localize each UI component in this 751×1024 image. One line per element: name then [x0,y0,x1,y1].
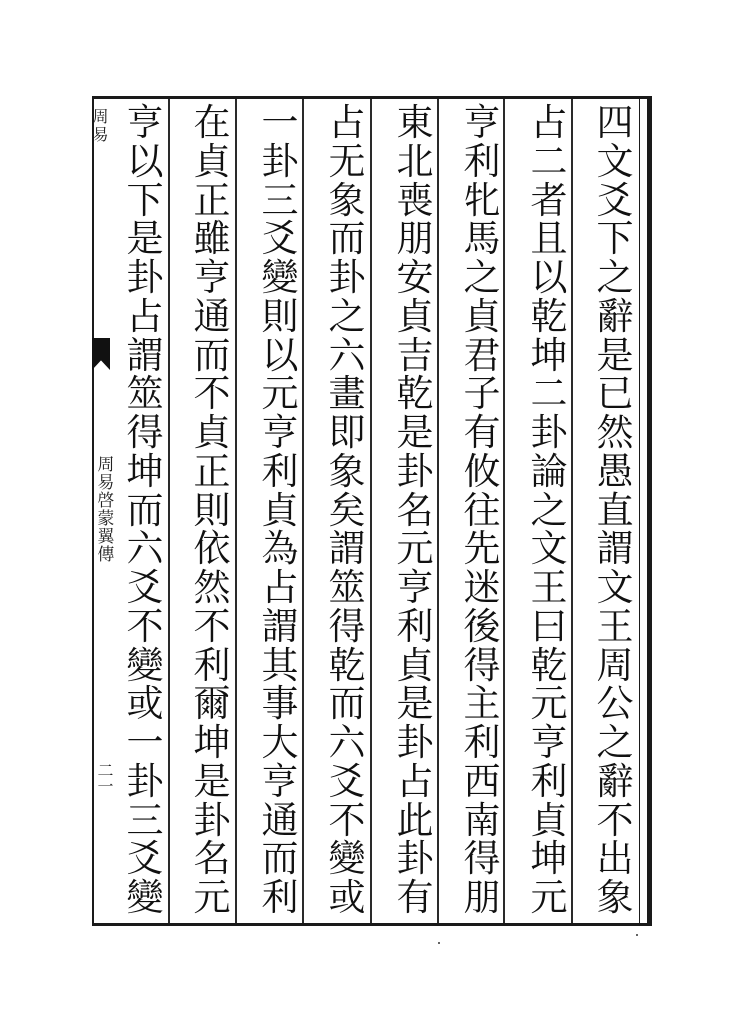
text-character: 利 [261,449,299,493]
column-rule [571,99,573,923]
text-character: 象 [328,449,366,493]
text-character: 然 [193,566,231,609]
text-character: 得 [328,604,366,648]
text-character: 是 [396,411,434,454]
text-character: 无 [328,139,366,183]
text-character: 君 [463,333,501,377]
text-character: 此 [396,798,434,842]
text-character: 馬 [463,217,501,261]
text-character: 貞 [463,294,501,338]
text-character: 得 [126,411,164,454]
text-character: 南 [463,798,501,842]
text-character: 之 [596,256,634,299]
text-character: 辭 [596,294,634,338]
text-character: 六 [328,333,366,377]
text-character: 有 [396,876,434,919]
text-character: 爻 [328,759,366,803]
text-character: 利 [530,759,568,803]
text-character: 象 [328,178,366,222]
text-character: 畫 [328,372,366,416]
text-character: 出 [596,837,634,881]
text-character: 變 [126,876,164,919]
text-character: 卦 [126,256,164,299]
text-character: 乾 [328,643,366,687]
text-character: 占 [261,566,299,609]
text-character: 其 [261,643,299,687]
text-column [593,101,637,919]
text-character: 先 [463,527,501,571]
text-character: 卦 [396,837,434,881]
text-character: 而 [261,837,299,881]
text-character: 大 [261,721,299,764]
text-character: 四 [596,101,634,144]
text-character: 不 [596,798,634,842]
text-character: 卦 [193,798,231,842]
text-character: 東 [396,101,434,144]
paper-speck [438,942,440,944]
text-character: 朋 [463,876,501,919]
text-character: 周 [596,643,634,687]
text-character: 爻 [596,178,634,222]
text-character: 亨 [261,411,299,454]
text-character: 爻 [126,837,164,881]
text-character: 通 [261,798,299,842]
text-character: 謂 [261,604,299,648]
text-character: 亨 [396,566,434,609]
text-character: 或 [126,682,164,726]
text-character: 貞 [261,488,299,532]
text-character: 亨 [530,721,568,764]
text-character: 名 [193,837,231,881]
text-character: 二 [530,372,568,416]
text-character: 得 [463,837,501,881]
text-character: 下 [126,178,164,222]
text-character: 變 [261,256,299,299]
text-character: 事 [261,682,299,726]
text-column [123,101,167,919]
text-character: 利 [463,139,501,183]
text-character: 利 [193,643,231,687]
text-character: 謂 [596,527,634,571]
text-character: 已 [596,372,634,416]
text-character: 而 [126,488,164,532]
text-character: 占 [530,101,568,144]
text-character: 爻 [126,566,164,609]
text-character: 文 [596,139,634,183]
text-character: 或 [328,876,366,919]
banxin-top-mark: 周易 [90,108,109,144]
text-column [325,101,369,919]
text-character: 利 [396,604,434,648]
text-character: 三 [261,178,299,222]
text-character: 不 [193,372,231,416]
text-character: 卦 [396,721,434,764]
text-character: 西 [463,759,501,803]
text-character: 是 [396,682,434,726]
text-character: 六 [328,721,366,764]
text-character: 亨 [193,256,231,299]
text-character: 坤 [126,449,164,493]
text-character: 且 [530,217,568,261]
text-character: 公 [596,682,634,726]
text-character: 利 [463,721,501,764]
text-character: 爻 [261,217,299,261]
text-character: 占 [328,101,366,144]
text-character: 元 [261,372,299,416]
column-rule [503,99,505,923]
text-character: 愚 [596,449,634,493]
text-character: 而 [328,682,366,726]
text-character: 乾 [396,372,434,416]
text-character: 下 [596,217,634,261]
text-column [190,101,234,919]
paper-speck [636,934,638,936]
text-character: 者 [530,178,568,222]
text-character: 貞 [396,643,434,687]
text-character: 王 [596,604,634,648]
text-character: 謂 [328,527,366,571]
text-character: 曰 [530,604,568,648]
column-rule [437,99,439,923]
text-character: 主 [463,682,501,726]
text-character: 六 [126,527,164,571]
text-character: 然 [596,411,634,454]
text-character: 矣 [328,488,366,532]
text-character: 乾 [530,643,568,687]
text-character: 是 [596,333,634,377]
text-character: 占 [126,294,164,338]
text-character: 坤 [193,721,231,764]
text-character: 牝 [463,178,501,222]
text-character: 為 [261,527,299,571]
text-character: 則 [193,488,231,532]
column-rule [370,99,372,923]
text-column [258,101,302,919]
text-character: 以 [530,256,568,299]
text-character: 乾 [530,294,568,338]
text-character: 依 [193,527,231,571]
column-rule [302,99,304,923]
text-character: 而 [328,217,366,261]
text-character: 貞 [193,411,231,454]
text-character: 通 [193,294,231,338]
text-character: 卦 [396,449,434,493]
text-character: 三 [126,798,164,842]
text-character: 爾 [193,682,231,726]
text-character: 名 [396,488,434,532]
text-character: 變 [328,837,366,881]
text-character: 文 [596,566,634,609]
column-rule [235,99,237,923]
text-character: 占 [396,759,434,803]
text-character: 筮 [126,372,164,416]
frame-inner-rule [639,96,640,926]
text-character: 貞 [530,798,568,842]
text-character: 筮 [328,566,366,609]
text-character: 安 [396,256,434,299]
text-character: 亨 [463,101,501,144]
text-character: 亨 [261,759,299,803]
text-character: 利 [261,876,299,919]
text-character: 是 [126,217,164,261]
text-character: 之 [530,488,568,532]
text-character: 之 [328,294,366,338]
text-character: 迷 [463,566,501,609]
text-character: 北 [396,139,434,183]
text-character: 二 [530,139,568,183]
banxin-book-title: 周易啓蒙翼傳 [93,455,114,563]
text-character: 坤 [530,333,568,377]
text-character: 元 [530,876,568,919]
text-character: 坤 [530,837,568,881]
text-character: 辭 [596,759,634,803]
text-character: 不 [328,798,366,842]
text-character: 王 [530,566,568,609]
text-character: 卦 [126,759,164,803]
text-character: 不 [126,604,164,648]
text-character: 之 [463,256,501,299]
text-character: 象 [596,876,634,919]
text-character: 元 [193,876,231,919]
text-character: 是 [193,759,231,803]
column-rule [168,99,170,923]
text-character: 子 [463,372,501,416]
text-character: 有 [463,411,501,454]
text-character: 卦 [261,139,299,183]
text-character: 變 [126,643,164,687]
text-character: 之 [596,721,634,764]
text-character: 正 [193,178,231,222]
text-character: 亨 [126,101,164,144]
text-character: 卦 [328,256,366,299]
text-character: 一 [261,101,299,144]
text-character: 貞 [193,139,231,183]
text-character: 論 [530,449,568,493]
text-character: 攸 [463,449,501,493]
text-character: 以 [261,333,299,377]
text-character: 元 [530,682,568,726]
text-character: 卦 [530,411,568,454]
text-character: 雖 [193,217,231,261]
text-character: 吉 [396,333,434,377]
text-character: 以 [126,139,164,183]
text-character: 則 [261,294,299,338]
text-character: 而 [193,333,231,377]
banxin-page-number: 二一 [95,762,114,794]
text-character: 後 [463,604,501,648]
text-character: 得 [463,643,501,687]
text-character: 文 [530,527,568,571]
text-character: 謂 [126,333,164,377]
text-character: 往 [463,488,501,532]
text-column [527,101,571,919]
text-character: 在 [193,101,231,144]
text-character: 正 [193,449,231,493]
text-character: 喪 [396,178,434,222]
text-character: 貞 [396,294,434,338]
text-character: 即 [328,411,366,454]
text-character: 朋 [396,217,434,261]
text-column [393,101,437,919]
text-character: 元 [396,527,434,571]
text-column [460,101,504,919]
text-character: 直 [596,488,634,532]
text-character: 不 [193,604,231,648]
text-character: 一 [126,721,164,764]
